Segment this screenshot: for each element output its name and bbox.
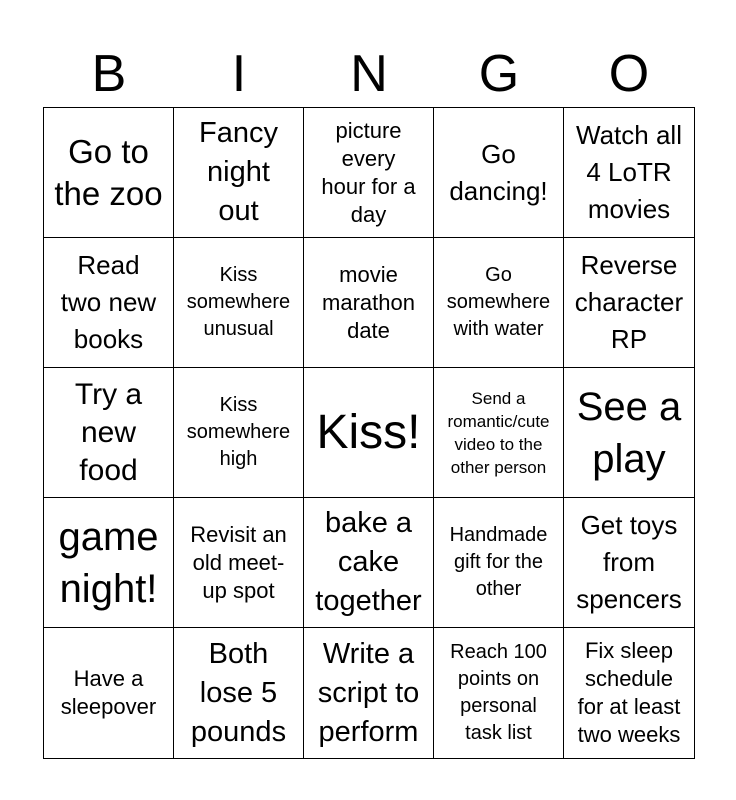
header-letter-o: O [608,45,650,103]
bingo-cell: Go somewhere with water [434,238,564,368]
bingo-cell: Revisit an old meet- up spot [174,498,304,628]
bingo-cell: Watch all 4 LoTR movies [564,108,694,238]
bingo-cell: Reach 100 points on personal task list [434,628,564,758]
bingo-cell: Kiss somewhere unusual [174,238,304,368]
bingo-cell: picture every hour for a day [304,108,434,238]
bingo-cell: Try a new food [44,368,174,498]
header-letter-b: B [91,45,127,103]
bingo-cell-free-space: Kiss! [304,368,434,498]
bingo-cell: Fix sleep schedule for at least two weeks [577,638,681,747]
bingo-cell: bake a cake together [304,498,434,628]
bingo-cell: Write a script to perform [304,628,434,758]
bingo-cell: Have a sleepover [44,628,174,758]
bingo-header [44,44,694,104]
bingo-cell: Go to the zoo [44,108,174,238]
header-letter-n: N [350,45,388,103]
bingo-cell: Handmade gift for the other [434,498,564,628]
bingo-cell: Fancy night out [174,108,304,238]
bingo-cell: See a play [564,368,694,498]
bingo-cell: Read two new books [44,238,174,368]
bingo-cell: game night! [44,498,174,628]
bingo-cell: Send a romantic/cute video to the other person [434,368,564,498]
bingo-cell: Both lose 5 pounds [174,628,304,758]
bingo-card [43,107,695,759]
bingo-cell: Reverse character RP [564,238,694,368]
bingo-cell: movie marathon date [304,238,434,368]
bingo-cell: Get toys from spencers [564,498,694,628]
header-letter-g: G [478,45,520,103]
bingo-cell: Go dancing! [434,108,564,238]
bingo-cell: Kiss somewhere high [174,368,304,498]
header-letter-i: I [231,45,247,103]
